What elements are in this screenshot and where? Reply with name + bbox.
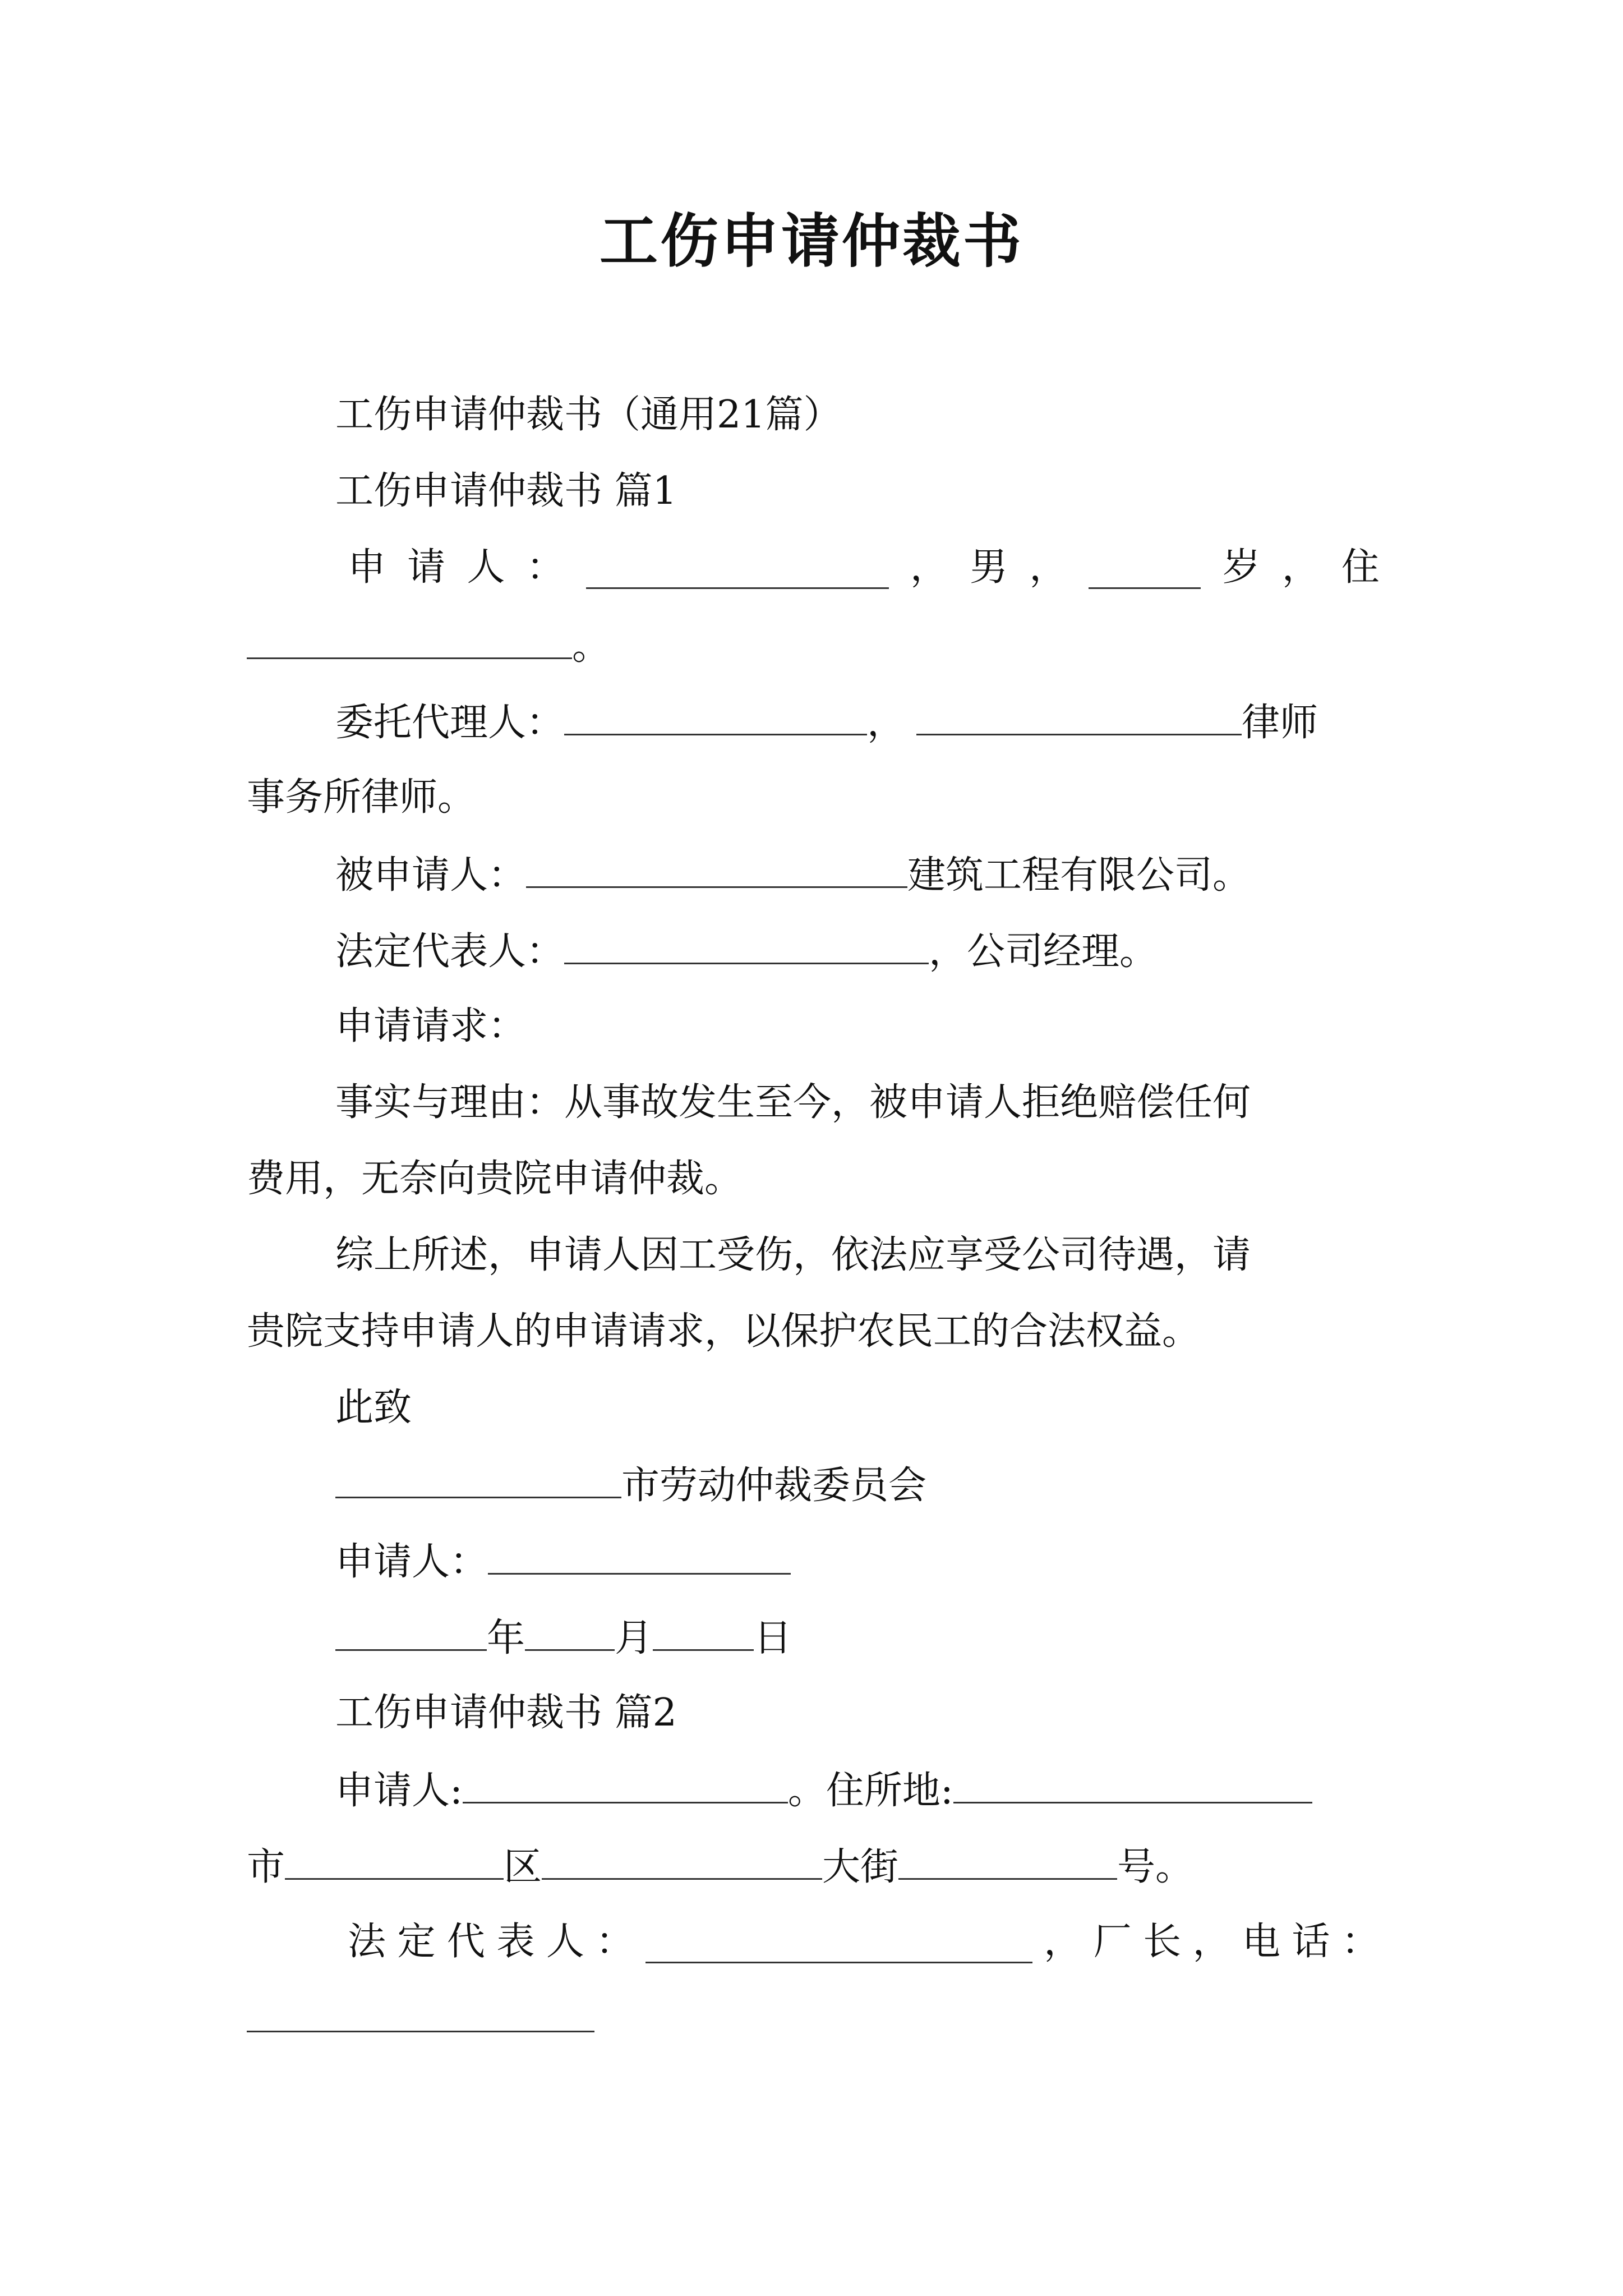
applicant-age-blank xyxy=(1089,547,1201,589)
address-street-blank xyxy=(898,1838,1117,1880)
applicant-comma-1: ， xyxy=(910,545,948,590)
address-city-label: 市 xyxy=(247,1845,285,1889)
agent-name-blank xyxy=(564,693,867,735)
day-blank xyxy=(653,1609,754,1651)
p2-legal-rep-char-3: 代 xyxy=(446,1920,485,1964)
city-blank xyxy=(335,1456,621,1498)
section-heading-2: 工伤申请仲裁书 篇2 xyxy=(335,1691,677,1735)
committee-line xyxy=(335,1456,926,1512)
p2-phone-colon: ： xyxy=(1341,1920,1380,1964)
applicant-char-1: 申 xyxy=(348,545,386,590)
signature-blank xyxy=(488,1533,791,1575)
p2-legal-rep-comma-2: ， xyxy=(1192,1920,1231,1964)
p2-title-char-1: 厂 xyxy=(1093,1920,1132,1964)
legal-rep-title: ，公司经理。 xyxy=(929,930,1158,974)
p2-legal-rep-comma-1: ， xyxy=(1044,1920,1082,1964)
p2-address-label: 。住所地: xyxy=(787,1769,953,1813)
applicant-comma-3: ， xyxy=(1281,545,1320,590)
address-district-blank xyxy=(542,1838,822,1880)
address-city-blank xyxy=(285,1838,504,1880)
applicant-name-blank xyxy=(586,547,889,589)
p2-title-char-2: 长 xyxy=(1143,1920,1182,1964)
greeting-line: 此致 xyxy=(335,1386,412,1430)
address-street-label: 大街 xyxy=(822,1845,899,1889)
summary-line-2: 贵院支持申请人的申请请求，以保护农民工的合法权益。 xyxy=(247,1309,1201,1354)
respondent-name-blank xyxy=(526,846,907,888)
p2-address-line xyxy=(247,1838,1193,1894)
agent-line-2: 事务所律师。 xyxy=(247,775,476,820)
p2-phone-char-1: 电 xyxy=(1242,1920,1280,1964)
applicant-address-line xyxy=(247,617,610,673)
respondent-company: 建筑工程有限公司。 xyxy=(907,853,1251,898)
agent-label: 委托代理人： xyxy=(335,701,565,745)
applicant-end: 。 xyxy=(572,624,611,669)
document-title: 工伤申请仲裁书 xyxy=(599,206,1023,275)
legal-rep-label: 法定代表人： xyxy=(335,930,565,974)
p2-legal-rep-blank xyxy=(645,1921,1032,1963)
month-blank xyxy=(525,1609,615,1651)
date-line xyxy=(335,1609,792,1665)
applicant-line xyxy=(348,540,1380,596)
applicant-age-label: 岁 xyxy=(1222,545,1261,590)
committee-label: 市劳动仲裁委员会 xyxy=(621,1464,927,1508)
p2-address-blank xyxy=(953,1761,1312,1803)
p2-phone-line xyxy=(247,1990,594,2046)
claims-line: 申请请求： xyxy=(335,1004,527,1048)
agent-line xyxy=(335,693,1318,749)
applicant-comma-2: ， xyxy=(1029,545,1068,590)
applicant-gender: 男 xyxy=(970,545,1008,590)
signature-line xyxy=(335,1533,791,1589)
signature-label: 申请人： xyxy=(335,1540,488,1584)
p2-legal-rep-char-4: 表 xyxy=(496,1920,535,1964)
facts-line-2: 费用，无奈向贵院申请仲裁。 xyxy=(247,1157,743,1201)
respondent-line xyxy=(335,846,1251,902)
p2-phone-blank xyxy=(247,1990,594,2032)
applicant-address-blank xyxy=(247,617,572,659)
day-label: 日 xyxy=(754,1616,792,1660)
legal-rep-line xyxy=(335,922,1158,978)
p2-legal-rep-char-1: 法 xyxy=(348,1920,386,1964)
section-heading-1: 工伤申请仲裁书 篇1 xyxy=(335,469,677,513)
legal-rep-blank xyxy=(564,922,929,964)
respondent-label: 被申请人： xyxy=(335,853,527,898)
summary-line-1: 综上所述，申请人因工受伤，依法应享受公司待遇，请 xyxy=(335,1233,1251,1277)
p2-legal-rep-line xyxy=(348,1914,1380,1970)
agent-comma: ， xyxy=(867,701,906,745)
agent-firm-blank xyxy=(916,693,1242,735)
p2-legal-rep-colon: ： xyxy=(596,1920,634,1964)
p2-applicant-blank xyxy=(463,1761,788,1803)
address-district-label: 区 xyxy=(504,1845,542,1889)
p2-legal-rep-char-2: 定 xyxy=(397,1920,436,1964)
p2-phone-char-2: 话 xyxy=(1292,1920,1330,1964)
facts-line-1: 事实与理由：从事故发生至今，被申请人拒绝赔偿任何 xyxy=(335,1080,1251,1125)
document-subtitle: 工伤申请仲裁书（通用21篇） xyxy=(335,393,842,437)
address-number-label: 号。 xyxy=(1117,1845,1194,1889)
applicant-colon: ： xyxy=(526,545,565,590)
applicant-char-2: 请 xyxy=(407,545,446,590)
p2-applicant-line xyxy=(335,1761,1312,1818)
agent-lawyer-label: 律师 xyxy=(1242,701,1318,745)
year-blank xyxy=(335,1609,487,1651)
p2-applicant-label: 申请人: xyxy=(335,1769,463,1813)
applicant-char-3: 人 xyxy=(467,545,505,590)
month-label: 月 xyxy=(615,1616,653,1660)
applicant-address-label: 住 xyxy=(1341,545,1380,590)
year-label: 年 xyxy=(487,1616,525,1660)
p2-legal-rep-char-5: 人 xyxy=(546,1920,584,1964)
